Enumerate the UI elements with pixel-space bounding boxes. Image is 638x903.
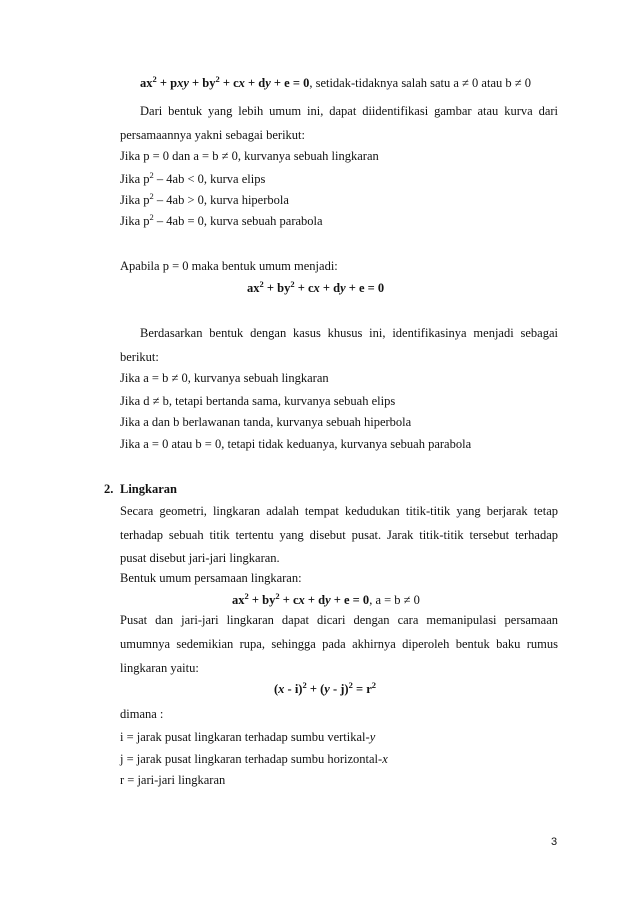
case-special-ellipse: Jika d ≠ b, tetapi bertanda sama, kurvanya sebuah elips [120,394,396,408]
circle-general-equation: $ax^2 + by^2$ + cx + dy + e = 0 [232,591,370,607]
case-special-circle: Jika a = b ≠ 0, kurvanya sebuah lingkaran [120,371,329,385]
para3-line3: pusat disebut jari-jari lingkaran. [120,551,280,565]
reduced-equation: $ax^2 + by^2$ + cx + dy + e = 0 [247,279,385,295]
dimana-label: dimana : [120,707,164,721]
definition-j: j = jarak pusat lingkaran terhadap sumbu horizontal-x [120,752,388,766]
condition-text: , setidak-tidaknya salah satu a ≠ 0 atau b ≠ 0 [309,76,531,90]
para2-line1: Berdasarkan bentuk dengan kasus khusus ini, identifikasinya menjadi sebagai [140,326,558,340]
para3-line2: terhadap sebuah titik tertentu yang disebut pusat. Jarak titik-titik tersebut terhadap [120,528,558,542]
para3-line1: Secara geometri, lingkaran adalah tempat kedudukan titik-titik yang berjarak tetap [120,504,558,518]
general-equation-line [140,75,531,91]
general-equation: $ax^2$ + pxy + $by^2$ + cx + dy + e = 0 [140,74,310,90]
bentuk-umum-label: Bentuk umum persamaan lingkaran: [120,571,302,585]
para1-line1: Dari bentuk yang lebih umum ini, dapat diidentifikasi gambar atau kurva dari [140,104,558,118]
case-parabola: Jika $p^2 - 4ab = 0$, kurva sebuah parabola [120,212,323,228]
para4-line1: Pusat dan jari-jari lingkaran dapat dicari dengan cara memanipulasi persamaan [120,613,558,627]
para4-line3: lingkaran yaitu: [120,661,199,675]
case-ellipse: Jika $p^2 - 4ab < 0$, kurva elips [120,170,266,186]
definition-i: i = jarak pusat lingkaran terhadap sumbu vertikal-y [120,730,376,744]
case-special-hyperbola: Jika a dan b berlawanan tanda, kurvanya sebuah hiperbola [120,415,412,429]
circle-standard-equation: $(x - i)^2 + (y - j)^2 = r^2$ [274,680,377,696]
apabila-text: Apabila p = 0 maka bentuk umum menjadi: [120,259,338,273]
para4-line2: umumnya sedemikian rupa, sehingga pada akhirnya diperoleh bentuk baku rumus [120,637,558,651]
circle-general-equation-line: $ax^2 + by^2$ + cx + dy + e = 0, a = b ≠ 0 [232,591,420,607]
case-hyperbola: Jika $p^2 - 4ab > 0$, kurva hiperbola [120,191,289,207]
section-title: Lingkaran [120,482,177,496]
para1-line2: persamaannya yakni sebagai berikut: [120,128,305,142]
case-circle: Jika p = 0 dan a = b ≠ 0, kurvanya sebuah lingkaran [120,149,379,163]
para2-line2: berikut: [120,350,159,364]
page-number: 3 [551,836,558,848]
section-number: 2. [104,482,114,496]
case-special-parabola: Jika a = 0 atau b = 0, tetapi tidak keduanya, kurvanya sebuah parabola [120,437,472,451]
definition-r: r = jari-jari lingkaran [120,773,226,787]
